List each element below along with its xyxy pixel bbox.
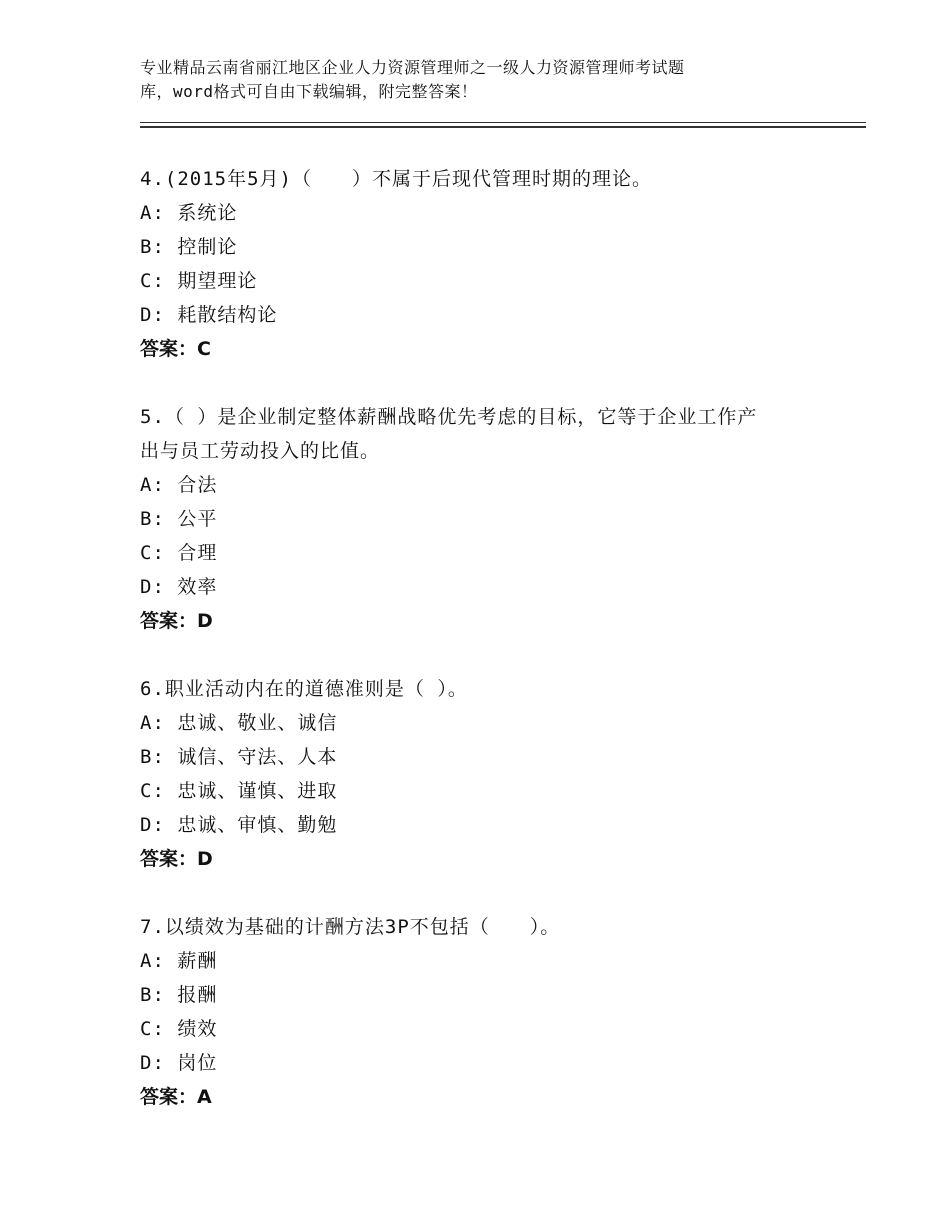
- option-b: B: 报酬: [140, 984, 218, 1006]
- question-stem: 5.（ ）是企业制定整体薪酬战略优先考虑的目标，它等于企业工作产: [140, 406, 758, 428]
- option-a: A: 忠诚、敬业、诚信: [140, 712, 338, 734]
- option-d: D: 岗位: [140, 1052, 218, 1074]
- option-a: A: 薪酬: [140, 950, 218, 972]
- header-divider-thin: [140, 122, 866, 123]
- question-stem: 4.(2015年5月)（ ）不属于后现代管理时期的理论。: [140, 168, 652, 190]
- option-b: B: 诚信、守法、人本: [140, 746, 338, 768]
- option-c: C: 绩效: [140, 1018, 218, 1040]
- question-stem: 7.以绩效为基础的计酬方法3P不包括（ ）。: [140, 916, 561, 938]
- option-c: C: 忠诚、谨慎、进取: [140, 780, 338, 802]
- header-divider-thick: [140, 126, 866, 128]
- question-list: [140, 162, 840, 1148]
- question-stem-continued: 出与员工劳动投入的比值。: [140, 440, 381, 462]
- question-5: [140, 400, 840, 638]
- answer-line: 答案：C: [140, 338, 211, 360]
- answer-line: 答案：D: [140, 848, 213, 870]
- answer-line: 答案：D: [140, 610, 213, 632]
- option-d: D: 效率: [140, 576, 218, 598]
- option-a: A: 合法: [140, 474, 218, 496]
- option-b: B: 公平: [140, 508, 218, 530]
- question-4: [140, 162, 840, 366]
- answer-line: 答案：A: [140, 1086, 212, 1108]
- document-header: [140, 56, 780, 104]
- header-line-1: 专业精品云南省丽江地区企业人力资源管理师之一级人力资源管理师考试题: [140, 58, 685, 77]
- question-6: [140, 672, 840, 876]
- option-c: C: 期望理论: [140, 270, 258, 292]
- option-d: D: 耗散结构论: [140, 304, 278, 326]
- option-a: A: 系统论: [140, 202, 238, 224]
- option-b: B: 控制论: [140, 236, 238, 258]
- question-stem: 6.职业活动内在的道德准则是（ ）。: [140, 678, 468, 700]
- option-d: D: 忠诚、审慎、勤勉: [140, 814, 338, 836]
- question-7: [140, 910, 840, 1114]
- option-c: C: 合理: [140, 542, 218, 564]
- header-line-2: 库，word格式可自由下载编辑，附完整答案！: [140, 82, 478, 101]
